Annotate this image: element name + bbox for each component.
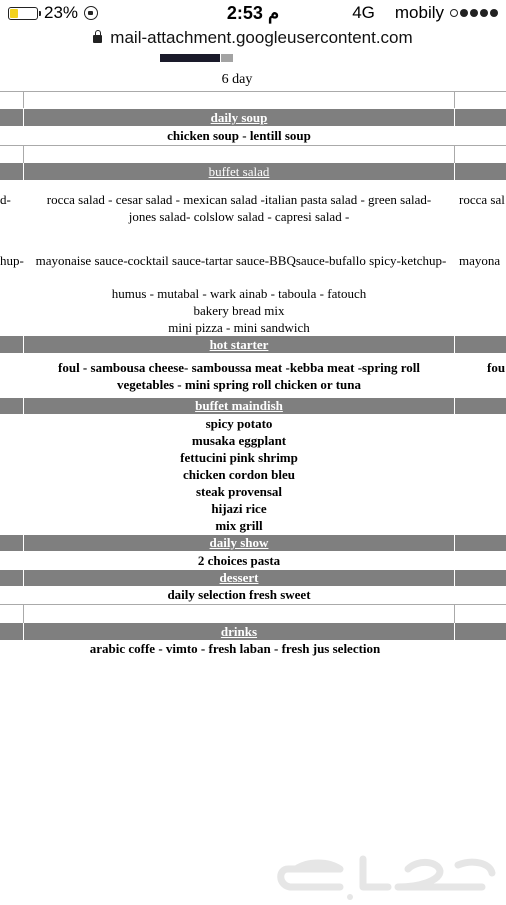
section-header-buffet-salad [0, 163, 506, 180]
maindish-item: fettucini pink shrimp [180, 450, 298, 465]
maindish-item: musaka eggplant [191, 433, 287, 448]
section-header-dessert [0, 570, 506, 586]
status-right [352, 3, 498, 23]
bread-line: bakery bread mix [193, 303, 285, 318]
section-header-drinks [0, 623, 506, 640]
salad-line-2: jones salad- colslow salad - capresi salad - [128, 209, 350, 224]
hot-starter-line-2: vegetables - mini spring roll chicken or tuna [117, 377, 361, 392]
maindish-item: chicken cordon bleu [183, 467, 295, 482]
maindish-item: spicy potato [205, 416, 273, 431]
maindish-item: hijazi rice [211, 501, 267, 516]
maindish-item: mix grill [215, 518, 263, 533]
signal-icon [450, 9, 498, 17]
status-bar [0, 0, 506, 28]
day-title: 6 day [221, 72, 253, 87]
row-divider [0, 145, 506, 146]
section-header-daily-soup [0, 109, 506, 126]
section-label: buffet maindish [195, 398, 283, 413]
hot-starter-right-clip: fou [487, 360, 506, 375]
salad-line-1: rocca salad - cesar salad - mexican salad -italian pasta salad - green salad- [46, 192, 432, 207]
section-label: hot starter [209, 337, 269, 352]
column-divider [23, 91, 24, 108]
section-label: drinks [220, 624, 258, 639]
dessert-items: daily selection fresh sweet [167, 587, 311, 602]
url-bar[interactable] [0, 28, 506, 50]
url-text: mail-attachment.googleusercontent.com [110, 28, 413, 47]
drinks-items: arabic coffe - vimto - fresh laban - fresh jus selection [89, 641, 381, 656]
page-top-square [221, 54, 233, 62]
carrier-name: mobily [394, 3, 444, 22]
section-label: buffet salad [208, 164, 270, 179]
daily-soup-items: chicken soup - lentill soup [167, 128, 311, 143]
column-divider [23, 604, 24, 623]
section-header-buffet-maindish [0, 398, 506, 414]
section-header-daily-show [0, 535, 506, 551]
sauces-line: mayonaise sauce-cocktail sauce-tartar sauce-BBQsauce-bufallo spicy-ketchup- [35, 253, 447, 268]
daily-show-items: 2 choices pasta [197, 553, 281, 568]
salad-right-clip: rocca sal [459, 192, 505, 207]
maindish-item: steak provensal [195, 484, 283, 499]
hot-starter-line-1: foul - sambousa cheese- samboussa meat -kebba meat -spring roll [58, 360, 420, 375]
network-type: 4G [352, 3, 375, 22]
status-time: 2:53 م [226, 3, 280, 23]
section-header-hot-starter [0, 336, 506, 353]
sauces-left-clip: hup- [0, 253, 24, 268]
section-label: daily soup [210, 110, 268, 125]
row-divider [0, 604, 506, 605]
column-divider [23, 145, 24, 163]
dips-line: humus - mutabal - wark ainab - taboula - fatouch [111, 286, 367, 301]
lock-icon [93, 35, 102, 43]
haraj-watermark-logo [268, 845, 506, 905]
salad-left-clip: d- [0, 192, 11, 207]
page-top-strip [160, 54, 220, 62]
column-divider [454, 604, 455, 623]
row-divider [0, 91, 506, 92]
column-divider [454, 145, 455, 163]
battery-percent: 23% [44, 3, 79, 22]
mini-line: mini pizza - mini sandwich [168, 320, 310, 335]
sauces-right-clip: mayona [459, 253, 501, 268]
column-divider [454, 91, 455, 108]
section-label: daily show [209, 535, 269, 550]
section-label: dessert [219, 570, 259, 585]
